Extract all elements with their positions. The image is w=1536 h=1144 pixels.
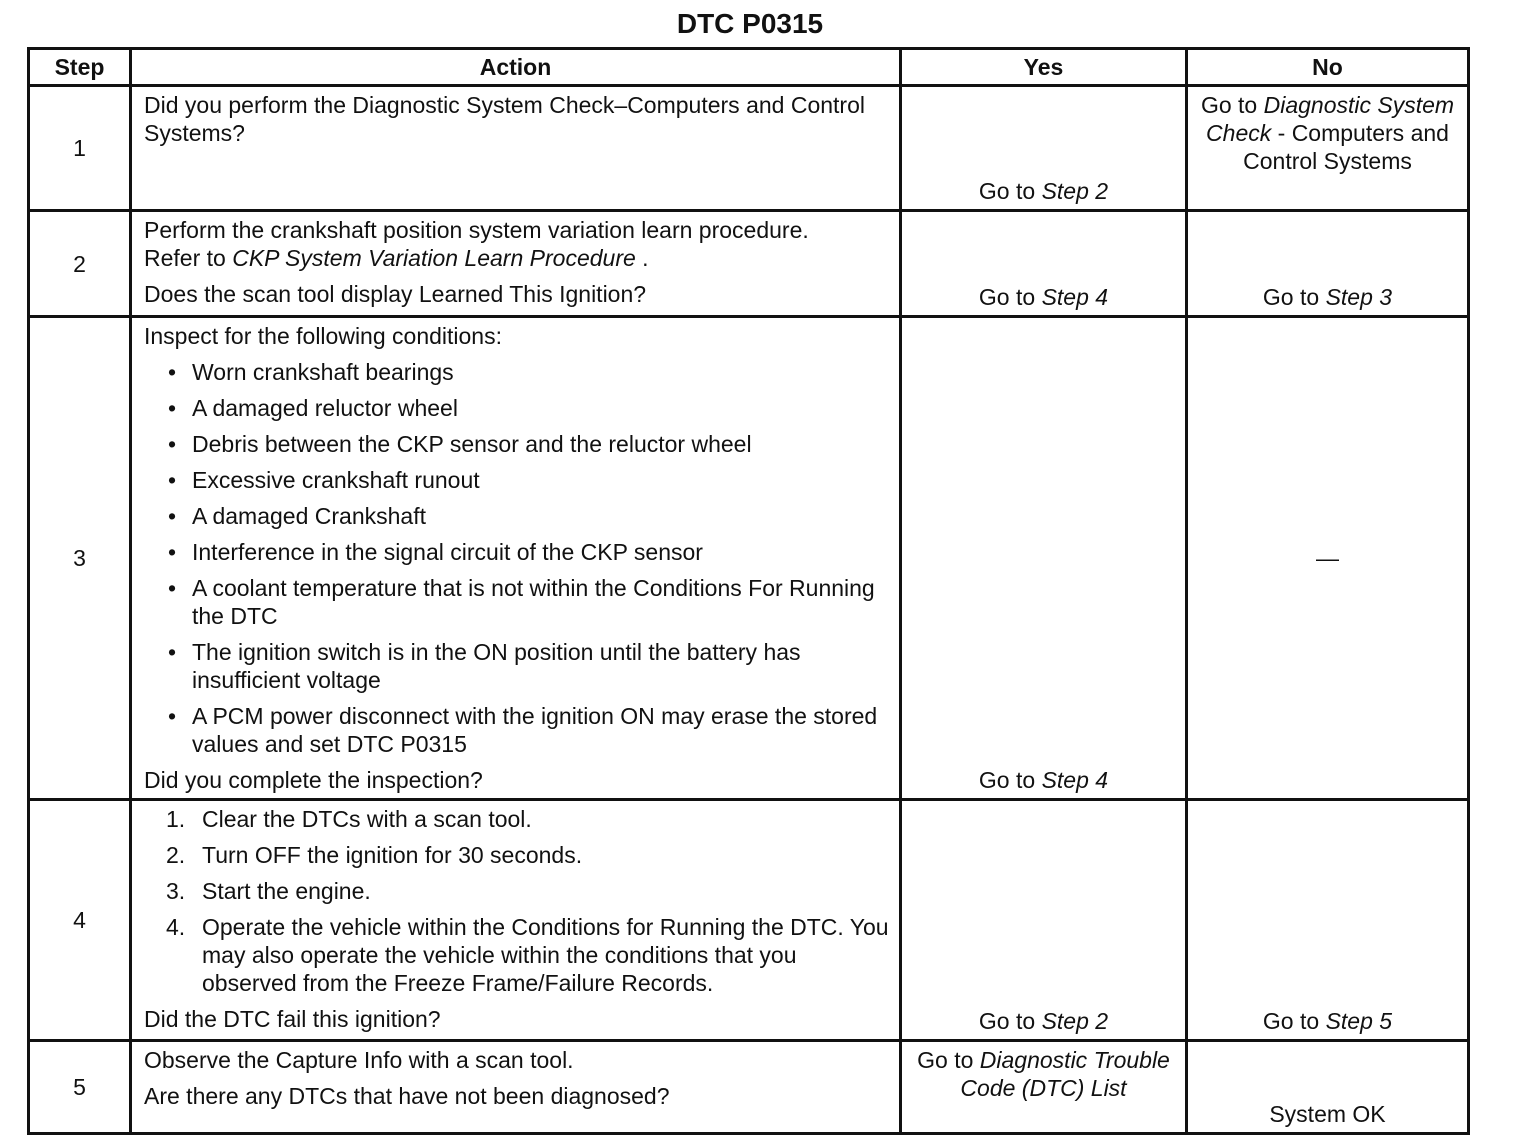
action-text: Perform the crankshaft position system variation learn procedure. (144, 217, 809, 243)
yes-link[interactable]: Diagnostic Trouble Code (DTC) List (960, 1047, 1170, 1101)
action-question: Are there any DTCs that have not been diagnosed? (144, 1083, 670, 1109)
bullet-icon: • (168, 467, 177, 493)
action-reference (144, 244, 889, 272)
yes-prefix: Go to (978, 1008, 1042, 1034)
bullet-icon: • (168, 639, 177, 665)
header-row (29, 49, 1469, 86)
reference-suffix: . (635, 245, 649, 271)
no-prefix: Go to (1262, 284, 1326, 310)
bullet-icon: • (168, 359, 177, 385)
yes-prefix: Go to (978, 284, 1042, 310)
table-row (29, 211, 1469, 317)
step-number: 3 (29, 317, 131, 800)
list-item: • Excessive crankshaft runout (168, 467, 480, 493)
action-text: Did you perform the Diagnostic System Check–Computers and Control Systems? (144, 92, 865, 146)
list-item: 3. Start the engine. (166, 878, 371, 904)
list-item: • The ignition switch is in the ON position until the battery has insufficient voltage (168, 639, 801, 693)
step-number: 1 (29, 86, 131, 211)
list-item: 2. Turn OFF the ignition for 30 seconds. (166, 842, 583, 868)
bullet-icon: • (168, 539, 177, 565)
bullet-icon: • (168, 503, 177, 529)
list-item: • Debris between the CKP sensor and the reluctor wheel (168, 431, 752, 457)
step-number: 4 (29, 800, 131, 1041)
no-suffix: - Computers and Control Systems (1243, 120, 1449, 174)
bullet-icon: • (168, 395, 177, 421)
action-question: Did you complete the inspection? (144, 767, 483, 793)
action-cell (131, 86, 901, 211)
no-prefix: Go to (1200, 92, 1264, 118)
list-item: 1. Clear the DTCs with a scan tool. (166, 806, 532, 832)
list-item: • A PCM power disconnect with the ignition ON may erase the stored values and set DTC P0315 (168, 703, 878, 757)
action-cell (131, 800, 901, 1041)
list-item: 4. Operate the vehicle within the Conditions for Running the DTC. You may also operate the vehicle within the conditions that you observed from the Freeze Frame/Failure Records. (166, 914, 889, 996)
action-intro: Inspect for the following conditions: (144, 323, 502, 349)
table-row (29, 1041, 1469, 1134)
procedure-list (144, 805, 889, 997)
yes-cell (901, 317, 1187, 800)
no-cell (1187, 211, 1469, 317)
yes-link[interactable]: Step 2 (1041, 1008, 1109, 1034)
header-no: No (1187, 49, 1469, 86)
no-link[interactable]: Step 5 (1325, 1008, 1393, 1034)
no-link[interactable]: Diagnostic System Check (1206, 92, 1455, 146)
header-step: Step (29, 49, 131, 86)
yes-link[interactable]: Step 4 (1041, 767, 1109, 793)
no-link[interactable]: Step 3 (1325, 284, 1393, 310)
list-item: • A damaged reluctor wheel (168, 395, 458, 421)
header-yes: Yes (901, 49, 1187, 86)
list-item: • Worn crankshaft bearings (168, 359, 454, 385)
action-question: Did the DTC fail this ignition? (144, 1006, 441, 1032)
bullet-icon: • (168, 575, 177, 601)
yes-cell (901, 86, 1187, 211)
action-text: Observe the Capture Info with a scan tool. (144, 1047, 574, 1073)
header-action: Action (131, 49, 901, 86)
action-cell (131, 211, 901, 317)
yes-cell (901, 1041, 1187, 1134)
yes-prefix: Go to (978, 767, 1042, 793)
reference-prefix: Refer to (144, 245, 233, 271)
no-cell (1187, 800, 1469, 1041)
step-number: 5 (29, 1041, 131, 1134)
bullet-icon: • (168, 703, 177, 729)
reference-link[interactable]: CKP System Variation Learn Procedure (232, 245, 636, 271)
list-item: • A coolant temperature that is not within the Conditions For Running the DTC (168, 575, 875, 629)
action-cell (131, 317, 901, 800)
no-cell (1187, 86, 1469, 211)
dtc-table (27, 47, 1470, 1135)
action-cell (131, 1041, 901, 1134)
condition-list (144, 358, 889, 758)
table-row (29, 800, 1469, 1041)
no-cell: System OK (1187, 1041, 1469, 1134)
step-number: 2 (29, 211, 131, 317)
list-item: • A damaged Crankshaft (168, 503, 426, 529)
yes-cell (901, 800, 1187, 1041)
yes-prefix: Go to (917, 1047, 980, 1073)
list-item: • Interference in the signal circuit of the CKP sensor (168, 539, 703, 565)
yes-link[interactable]: Step 2 (1041, 178, 1109, 204)
yes-link[interactable]: Step 4 (1041, 284, 1109, 310)
table-row (29, 317, 1469, 800)
no-cell: — (1187, 317, 1469, 800)
yes-prefix: Go to (978, 178, 1042, 204)
yes-cell (901, 211, 1187, 317)
action-question: Does the scan tool display Learned This Ignition? (144, 281, 647, 307)
page-title: DTC P0315 (676, 8, 824, 39)
no-prefix: Go to (1262, 1008, 1326, 1034)
table-row (29, 86, 1469, 211)
bullet-icon: • (168, 431, 177, 457)
